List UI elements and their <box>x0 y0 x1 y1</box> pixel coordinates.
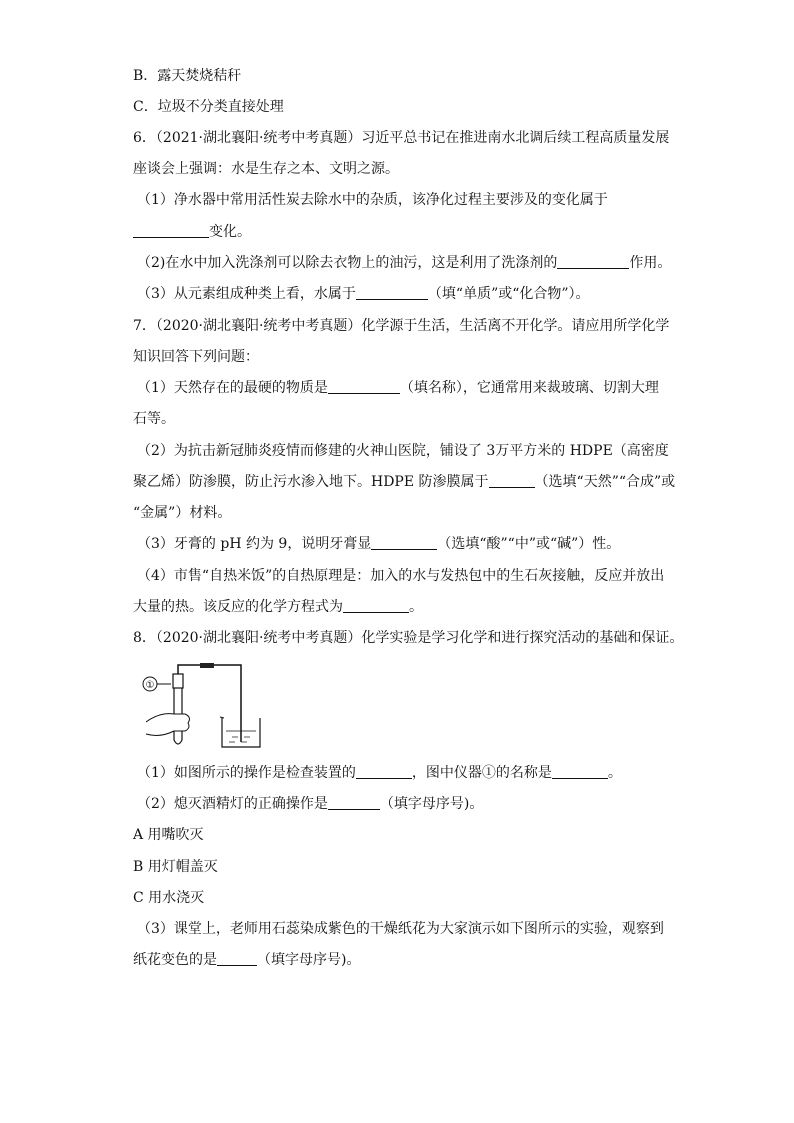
airtightness-check-figure <box>138 660 268 752</box>
stopper <box>173 674 183 688</box>
answer-blank[interactable] <box>557 254 629 269</box>
q6-part3-tail: （填“单质”或“化合物”）。 <box>427 286 590 302</box>
q6-part2-text: （2)在水中加入洗涤剂可以除去衣物上的油污，这是利用了洗涤剂的 <box>137 255 558 271</box>
question-6-stem: 6．（2021·湖北襄阳·统考中考真题）习近平总书记在推进南水北调后续工程高质量发展 <box>133 130 670 146</box>
q7-part3-tail: （选填“酸”“中”或“碱”）性。 <box>437 536 621 552</box>
question-8-stem: 8．（2020·湖北襄阳·统考中考真题）化学实验是学习化学和进行探究活动的基础和保证。 <box>133 630 684 646</box>
question-7-stem: 7．（2020·湖北襄阳·统考中考真题）化学源于生活，生活离不开化学。请应用所学化学 <box>133 318 670 334</box>
question-6-stem-cont: 座谈会上强调：水是生存之本、文明之源。 <box>133 161 399 177</box>
option-c: C．垃圾不分类直接处理 <box>133 99 284 115</box>
hand <box>146 714 189 736</box>
q8-part2 <box>137 794 483 814</box>
q6-part1: （1）净水器中常用活性炭去除水中的杂质，该净化过程主要涉及的变化属于 <box>137 192 608 208</box>
choice-b: B 用灯帽盖灭 <box>133 859 218 875</box>
answer-blank[interactable] <box>217 951 257 966</box>
q7-part1 <box>137 378 659 398</box>
q8-part3-text: 纸花变色的是 <box>133 952 217 968</box>
q6-part1-tail: 变化。 <box>209 224 251 240</box>
q6-part2-tail: 作用。 <box>629 255 672 271</box>
q7-part1-tail: （填名称），它通常用来裁玻璃、切割大理 <box>399 380 659 396</box>
q8-part3-tail: （填字母序号)。 <box>257 952 361 968</box>
answer-blank[interactable] <box>133 223 209 238</box>
q7-part2-cont <box>133 472 675 492</box>
q8-part1 <box>137 763 622 783</box>
q8-part1-tail: 。 <box>607 765 622 781</box>
answer-blank[interactable] <box>552 764 608 779</box>
q7-part2: （2）为抗击新冠肺炎疫情而修建的火神山医院，铺设了 3万平方米的 HDPE（高密度 <box>137 443 669 459</box>
q7-part4-text: 大量的热。该反应的化学方程式为 <box>133 599 343 615</box>
instrument-label: ① <box>145 680 155 691</box>
answer-blank[interactable] <box>328 795 380 810</box>
delivery-tube <box>178 665 241 742</box>
q7-part4-tail: 。 <box>409 599 423 615</box>
q7-part2-end: “金属”）材料。 <box>133 505 232 521</box>
q7-part3-text: （3）牙膏的 pH 约为 9，说明牙膏显 <box>137 536 372 552</box>
answer-blank[interactable] <box>489 473 535 488</box>
q7-part3 <box>137 534 620 554</box>
q6-part3 <box>137 284 590 304</box>
choice-c: C 用水浇灭 <box>133 890 205 906</box>
q7-part2-tail: （选填“天然”“合成”或 <box>534 474 676 490</box>
choice-a: A 用嘴吹灭 <box>133 827 204 843</box>
q8-part1-mid: ，图中仪器①的名称是 <box>411 765 552 781</box>
q7-part1-cont: 石等。 <box>133 411 175 427</box>
q8-part2-tail: （填字母序号)。 <box>379 796 484 812</box>
answer-blank[interactable] <box>356 285 428 300</box>
q7-part1-text: （1）天然存在的最硬的物质是 <box>137 380 328 396</box>
q8-part3-cont <box>133 950 360 970</box>
answer-blank[interactable] <box>328 379 400 394</box>
q6-part1-cont <box>133 222 251 242</box>
q8-part1-text: （1）如图所示的操作是检查装置的 <box>137 765 356 781</box>
q8-part2-text: （2）熄灭酒精灯的正确操作是 <box>137 796 328 812</box>
answer-blank[interactable] <box>343 598 409 613</box>
question-7-stem-cont: 知识回答下列问题： <box>133 349 259 365</box>
q7-part4: （4）市售“自热米饭”的自热原理是：加入的水与发热包中的生石灰接触，反应并放出 <box>137 568 665 584</box>
rubber-connector <box>200 663 214 668</box>
q6-part3-text: （3）从元素组成种类上看，水属于 <box>137 286 356 302</box>
answer-blank[interactable] <box>356 764 412 779</box>
q7-part4-cont <box>133 597 423 617</box>
q7-part2-text: 聚乙烯）防渗膜，防止污水渗入地下。HDPE 防渗膜属于 <box>133 474 489 490</box>
q8-part3: （3）课堂上，老师用石蕊染成紫色的干燥纸花为大家演示如下图所示的实验，观察到 <box>137 921 664 937</box>
option-b: B．露天焚烧秸秆 <box>133 68 242 84</box>
q6-part2 <box>137 253 671 273</box>
answer-blank[interactable] <box>371 535 437 550</box>
